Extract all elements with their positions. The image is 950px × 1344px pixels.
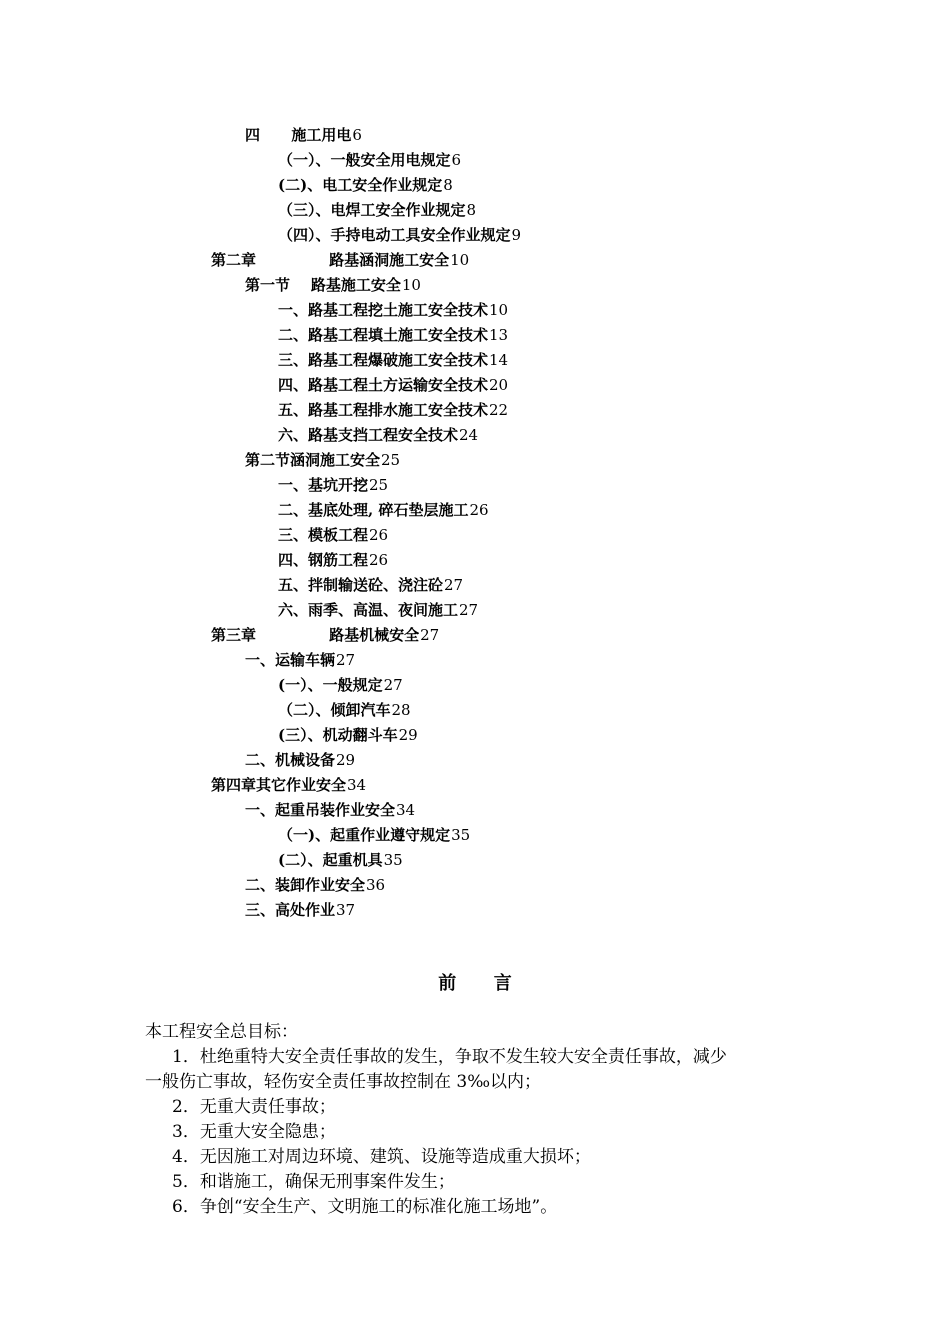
preface-item-line: 3．无重大安全隐患； bbox=[172, 1122, 336, 1142]
toc-entry-title: 四、路基工程土方运输安全技术 bbox=[278, 376, 489, 394]
preface-item-line: 4．无因施工对周边环境、建筑、设施等造成重大损坏； bbox=[172, 1147, 591, 1167]
toc-entry[interactable] bbox=[245, 899, 355, 921]
toc-entry[interactable] bbox=[278, 374, 508, 396]
toc-entry-page: 10 bbox=[450, 251, 470, 269]
toc-entry-page: 6 bbox=[352, 126, 362, 144]
toc-entry[interactable] bbox=[278, 674, 403, 696]
toc-entry-page: 14 bbox=[489, 351, 509, 369]
toc-entry-title: 第一节 路基施工安全 bbox=[245, 276, 401, 294]
toc-entry[interactable] bbox=[278, 574, 463, 596]
toc-entry-title: 一、运输车辆 bbox=[245, 651, 336, 669]
toc-entry[interactable] bbox=[211, 774, 366, 796]
toc-entry-title: (二）、起重机具 bbox=[278, 851, 383, 869]
toc-entry-title: 第二节涵洞施工安全 bbox=[245, 451, 381, 469]
toc-entry-title: (一）、一般规定 bbox=[278, 676, 383, 694]
toc-entry[interactable] bbox=[245, 124, 362, 146]
toc-entry-page: 8 bbox=[443, 176, 453, 194]
toc-entry[interactable] bbox=[278, 149, 461, 171]
toc-entry-page: 26 bbox=[369, 526, 389, 544]
toc-entry-title: 五、路基工程排水施工安全技术 bbox=[278, 401, 489, 419]
toc-entry-title: （三）、电焊工安全作业规定 bbox=[278, 201, 466, 219]
toc-entry-title: （一）、一般安全用电规定 bbox=[278, 151, 451, 169]
toc-entry-page: 37 bbox=[336, 901, 356, 919]
toc-entry-page: 10 bbox=[489, 301, 509, 319]
toc-entry[interactable] bbox=[245, 874, 385, 896]
toc-entry-title: 二、装卸作业安全 bbox=[245, 876, 366, 894]
toc-entry[interactable] bbox=[278, 349, 508, 371]
toc-entry-page: 26 bbox=[469, 501, 489, 519]
toc-entry-title: 二、路基工程填土施工安全技术 bbox=[278, 326, 489, 344]
toc-entry-title: 第四章其它作业安全 bbox=[211, 776, 347, 794]
toc-entry[interactable] bbox=[278, 474, 388, 496]
preface-item-continuation: 一般伤亡事故，轻伤安全责任事故控制在 3‰以内； bbox=[145, 1072, 542, 1092]
toc-entry[interactable] bbox=[278, 524, 388, 546]
toc-entry-page: 25 bbox=[369, 476, 389, 494]
toc-entry-title: （二）、倾卸汽车 bbox=[278, 701, 391, 719]
toc-entry-title: 二、基底处理, 碎石垫层施工 bbox=[278, 501, 469, 519]
preface-body bbox=[145, 1020, 815, 1220]
toc-entry[interactable] bbox=[278, 699, 411, 721]
toc-entry-page: 24 bbox=[459, 426, 479, 444]
toc-entry[interactable] bbox=[278, 849, 403, 871]
toc-entry[interactable] bbox=[278, 399, 508, 421]
toc-entry-page: 25 bbox=[381, 451, 401, 469]
toc-entry[interactable] bbox=[245, 749, 355, 771]
toc-entry-page: 28 bbox=[391, 701, 411, 719]
toc-entry-page: 20 bbox=[489, 376, 509, 394]
toc-entry-page: 10 bbox=[401, 276, 421, 294]
toc-entry[interactable] bbox=[211, 624, 439, 646]
toc-entry-page: 34 bbox=[347, 776, 367, 794]
toc-entry-title: （四）、手持电动工具安全作业规定 bbox=[278, 226, 511, 244]
preface-item-line: 6．争创“安全生产、文明施工的标准化施工场地”。 bbox=[172, 1197, 558, 1217]
toc-entry-title: （一)、起重作业遵守规定 bbox=[278, 826, 451, 844]
toc-entry[interactable] bbox=[278, 174, 453, 196]
preface-title: 前 言 bbox=[438, 973, 512, 994]
toc-entry-page: 29 bbox=[336, 751, 356, 769]
toc-entry[interactable] bbox=[278, 599, 478, 621]
toc-entry-title: 四 施工用电 bbox=[245, 126, 352, 144]
toc-entry-page: 27 bbox=[336, 651, 356, 669]
toc-entry-title: 三、高处作业 bbox=[245, 901, 336, 919]
toc-entry[interactable] bbox=[245, 274, 421, 296]
toc-entry[interactable] bbox=[278, 299, 508, 321]
toc-entry-page: 36 bbox=[366, 876, 386, 894]
toc-entry-page: 35 bbox=[451, 826, 471, 844]
toc-entry-title: 三、模板工程 bbox=[278, 526, 369, 544]
toc-entry-title: 第二章 路基涵洞施工安全 bbox=[211, 251, 450, 269]
toc-entry-title: 四、钢筋工程 bbox=[278, 551, 369, 569]
toc-entry[interactable] bbox=[245, 449, 400, 471]
toc-entry[interactable] bbox=[245, 799, 415, 821]
toc-entry[interactable] bbox=[278, 824, 470, 846]
toc-entry-page: 27 bbox=[420, 626, 440, 644]
toc-entry-title: 一、起重吊装作业安全 bbox=[245, 801, 396, 819]
toc-entry-title: 五、拌制输送砼、浇注砼 bbox=[278, 576, 444, 594]
toc-entry-page: 35 bbox=[383, 851, 403, 869]
toc-entry-page: 9 bbox=[511, 226, 522, 244]
toc-entry-page: 27 bbox=[459, 601, 479, 619]
toc-entry[interactable] bbox=[278, 724, 418, 746]
toc-entry-page: 26 bbox=[369, 551, 389, 569]
toc-entry-title: 一、路基工程挖土施工安全技术 bbox=[278, 301, 489, 319]
preface-item-line: 1．杜绝重特大安全责任事故的发生，争取不发生较大安全责任事故，减少 bbox=[172, 1047, 727, 1067]
toc-entry[interactable] bbox=[278, 324, 508, 346]
toc-entry[interactable] bbox=[278, 424, 478, 446]
toc-entry-title: (三）、机动翻斗车 bbox=[278, 726, 398, 744]
toc-entry-page: 8 bbox=[466, 201, 477, 219]
toc-entry[interactable] bbox=[278, 499, 489, 521]
toc-entry-page: 27 bbox=[444, 576, 464, 594]
toc-entry[interactable] bbox=[211, 249, 469, 271]
preface-intro: 本工程安全总目标： bbox=[145, 1022, 298, 1042]
toc-entry[interactable] bbox=[278, 224, 521, 246]
toc-entry-page: 13 bbox=[489, 326, 509, 344]
toc-entry-page: 22 bbox=[489, 401, 509, 419]
toc-entry-page: 34 bbox=[396, 801, 416, 819]
toc-entry-title: 一、基坑开挖 bbox=[278, 476, 369, 494]
preface-item-line: 2．无重大责任事故； bbox=[172, 1097, 336, 1117]
toc-entry[interactable] bbox=[245, 649, 355, 671]
toc-entry-title: 二、机械设备 bbox=[245, 751, 336, 769]
toc-entry-title: 六、路基支挡工程安全技术 bbox=[278, 426, 459, 444]
preface-item-line: 5．和谐施工，确保无刑事案件发生； bbox=[172, 1172, 455, 1192]
toc-entry-title: (二)、电工安全作业规定 bbox=[278, 176, 443, 194]
toc-entry-page: 29 bbox=[398, 726, 418, 744]
toc-entry-title: 第三章 路基机械安全 bbox=[211, 626, 420, 644]
toc-entry-title: 六、雨季、高温、夜间施工 bbox=[278, 601, 459, 619]
toc-entry[interactable] bbox=[278, 199, 476, 221]
toc-entry-page: 27 bbox=[383, 676, 403, 694]
toc-entry[interactable] bbox=[278, 549, 388, 571]
toc-entry-page: 6 bbox=[451, 151, 462, 169]
toc-entry-title: 三、路基工程爆破施工安全技术 bbox=[278, 351, 489, 369]
